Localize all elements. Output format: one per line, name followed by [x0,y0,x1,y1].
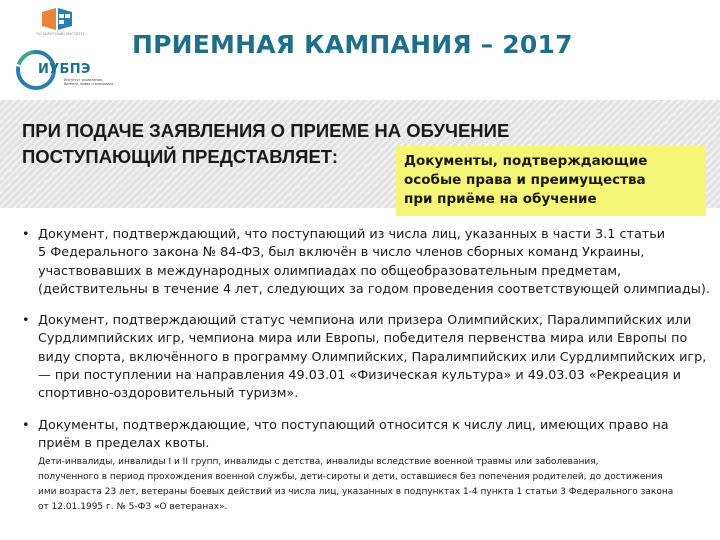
bullet-marker: • [22,313,30,329]
callout-line: при приёме на обучение [404,191,597,207]
list-item-line: участвовавших в международных олимпиадах по общеобразовательным предметам, [38,263,622,279]
list-item-line: — при поступлении на направления 49.03.01 «Физическая культура» и 49.03.03 «Рекреация и [38,368,681,384]
list-item [22,312,707,403]
bullet-marker: • [22,227,30,242]
institute-logo [14,48,114,92]
quota-note-line: Дети-инвалиды, инвалиды I и II групп, инвалиды с детства, инвалиды вследствие военной травмы или заболевания, [38,457,599,468]
list-item-line: Документы, подтверждающие, что поступающий относится к числу лиц, имеющих право на [38,417,669,433]
top-logo-mark-icon [42,8,72,30]
list-item [22,417,702,516]
list-item-line: спортивно-оздоровительный туризм». [38,386,299,402]
list-item [22,226,710,299]
list-item-line: Сурдлимпийских игр, чемпиона мира или Европы, победителя первенства мира или Европы по [38,331,688,347]
logo-abbreviation: ИУБПЭ [38,62,91,77]
band-heading-line: ПРИ ПОДАЧЕ ЗАЯВЛЕНИЯ О ПРИЕМЕ НА ОБУЧЕНИЕ [22,120,510,141]
list-item-line: 5 Федерального закона № 84-ФЗ, был включён в число членов сборных команд Украины, [38,245,645,261]
list-item-line: виду спорта, включённого в программу Олимпийских, Паралимпийских или Сурдлимпийских игр, [38,349,707,365]
list-item-line: Документ, подтверждающий статус чемпиона или призера Олимпийских, Паралимпийских или [38,313,692,329]
top-logo [22,8,102,44]
quota-note-line: от 12.01.1995 г. № 5-ФЗ «О ветеранах». [38,502,228,513]
quota-note [38,455,702,515]
page-title: ПРИЕМНАЯ КАМПАНИЯ – 2017 [132,30,573,59]
band-heading-line: ПОСТУПАЮЩИЙ ПРЕДСТАВЛЯЕТ: [22,146,338,167]
special-rights-callout [396,146,706,216]
callout-line: Документы, подтверждающие [404,153,648,169]
logo-subcaption: Институт управления, бизнеса, права и экономики [64,78,114,86]
list-item-line: приём в пределах квоты. [38,435,210,451]
quota-note-line: полученного в период прохождения военной службы, дети-сироты и дети, оставшиеся без попечения родителей, до достижения [38,472,663,483]
list-item-line: (действительны в течение 4 лет, следующих за годом проведения соответствующей олимпиады). [38,281,710,297]
quota-note-line: ими возраста 23 лет, ветераны боевых действий из числа лиц, указанных в подпунктах 1-4 пункта 1 статьи 3 Федерального закона [38,487,674,498]
documents-list [22,226,710,515]
bullet-marker: • [22,417,30,433]
callout-line: особые права и преимущества [404,172,646,188]
top-logo-caption: ТАГАНРОГСКИЙ ИНСТИТУТ... [35,32,89,36]
list-item-line: Документ, подтверждающий, что поступающий из числа лиц, указанных в части 3.1 статьи [38,227,666,242]
